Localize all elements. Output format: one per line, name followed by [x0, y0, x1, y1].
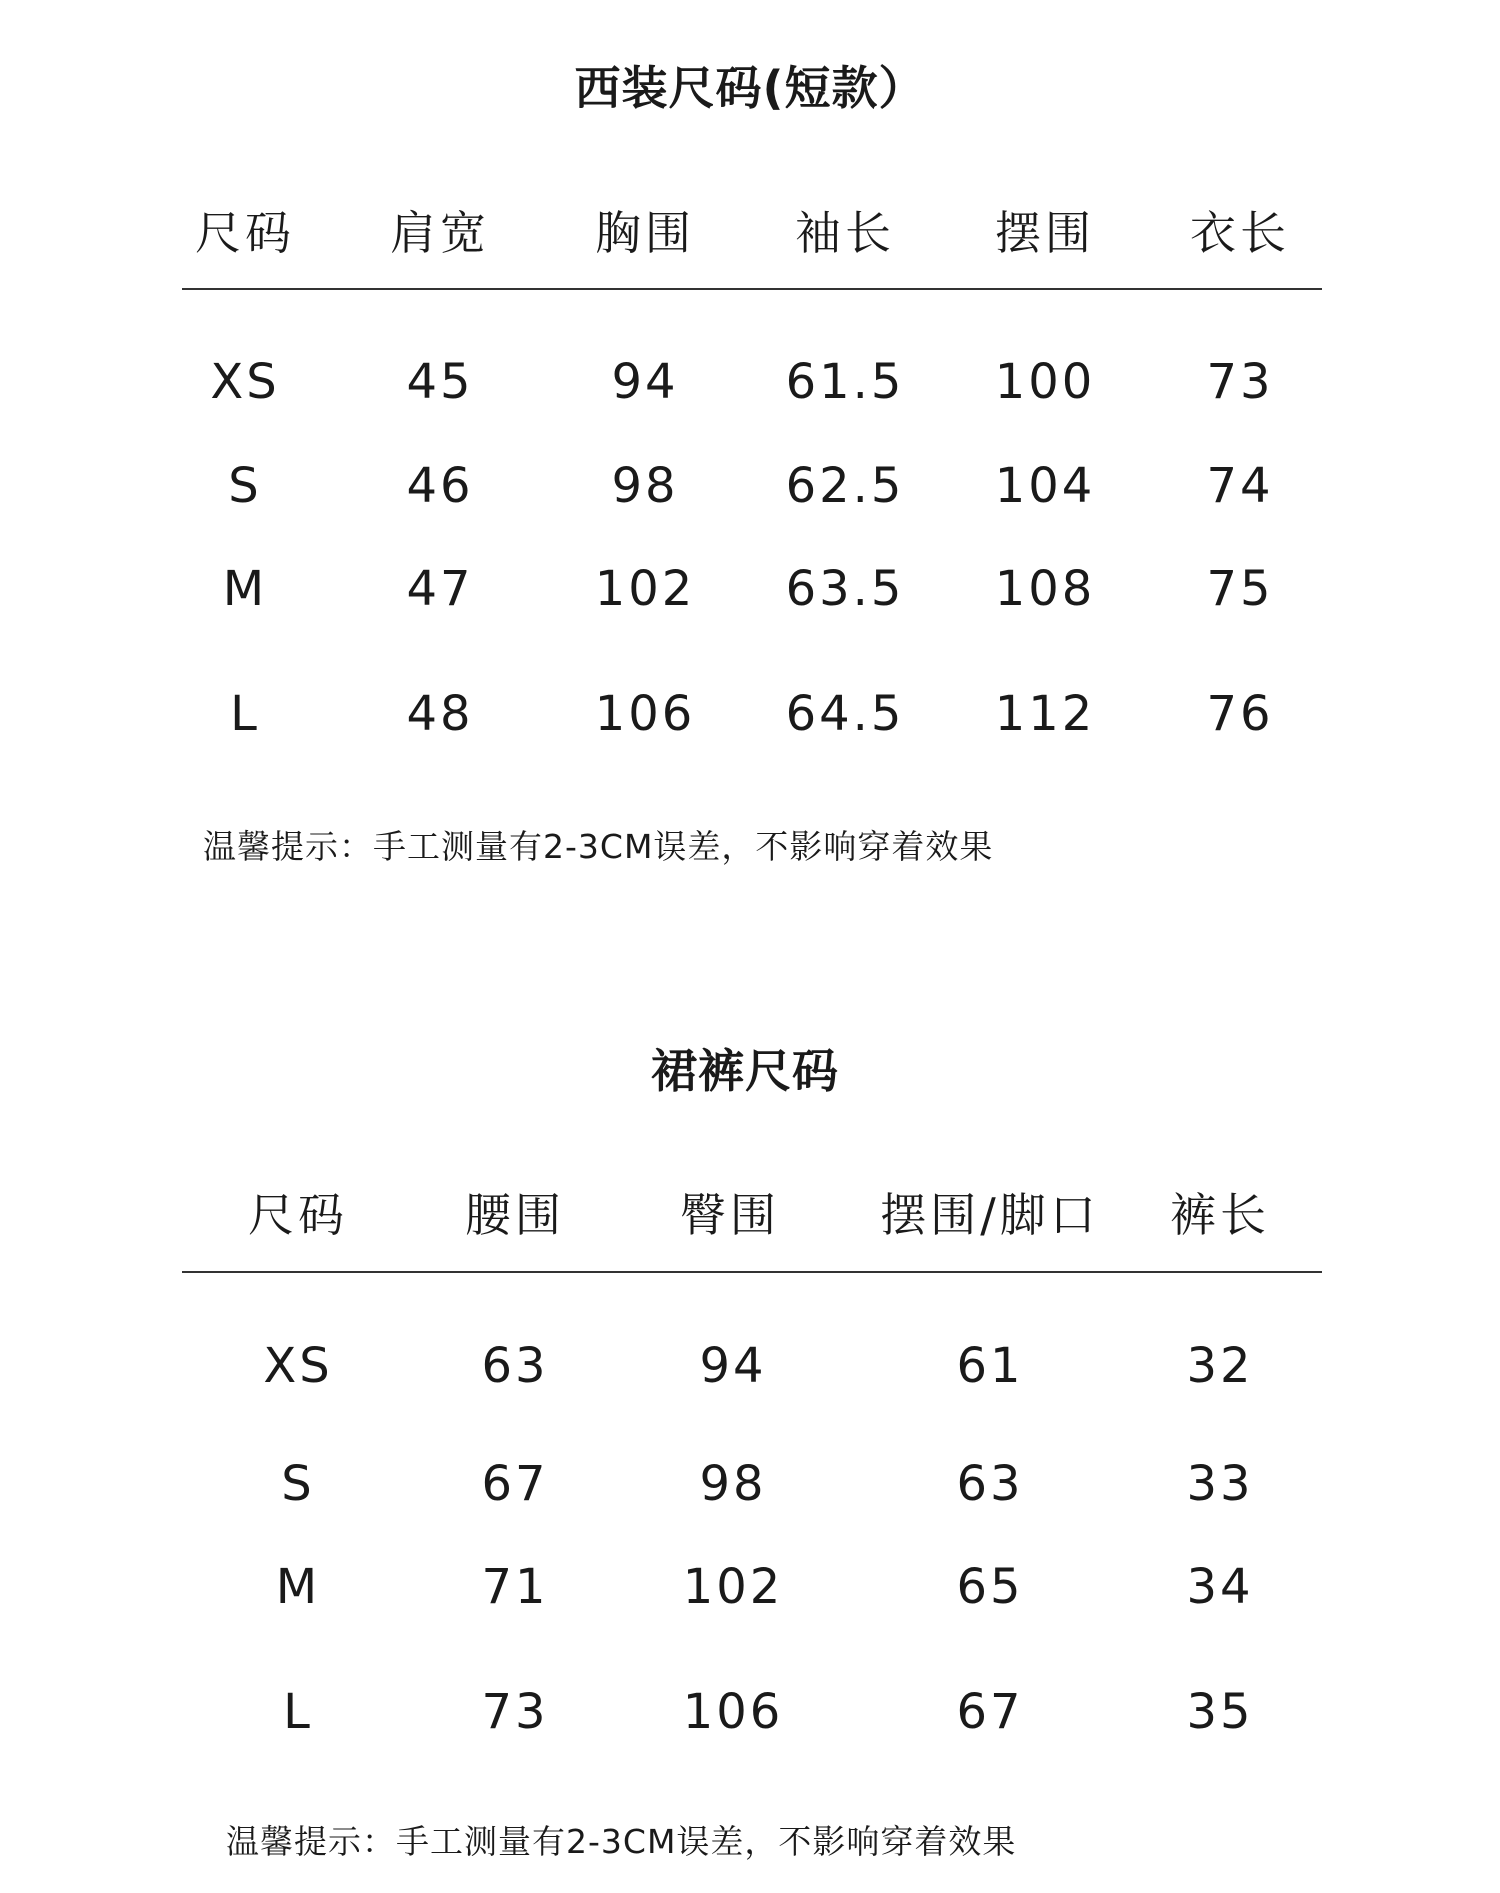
pants-header-waist: 腰围 — [465, 1188, 565, 1242]
suit-header-hem: 摆围 — [995, 206, 1095, 260]
suit-m-hem: 108 — [994, 561, 1096, 617]
pants-measurement-note: 温馨提示：手工测量有2-3CM误差，不影响穿着效果 — [226, 1822, 1017, 1861]
suit-s-size: S — [228, 458, 262, 514]
suit-header-shoulder: 肩宽 — [390, 206, 490, 260]
pants-m-hip: 102 — [682, 1559, 784, 1615]
suit-l-shoulder: 48 — [406, 686, 474, 742]
suit-xs-length: 73 — [1206, 354, 1274, 410]
suit-m-shoulder: 47 — [406, 561, 474, 617]
suit-xs-chest: 94 — [611, 354, 679, 410]
suit-size-title: 西装尺码(短款） — [574, 61, 926, 115]
pants-s-waist: 67 — [481, 1456, 549, 1512]
suit-l-size: L — [230, 686, 260, 742]
pants-m-size: M — [275, 1559, 321, 1615]
suit-l-length: 76 — [1206, 686, 1274, 742]
pants-l-length: 35 — [1186, 1684, 1254, 1740]
pants-m-waist: 71 — [481, 1559, 549, 1615]
suit-l-hem: 112 — [994, 686, 1096, 742]
pants-l-hip: 106 — [682, 1684, 784, 1740]
pants-header-length: 裤长 — [1170, 1188, 1270, 1242]
pants-xs-size: XS — [263, 1338, 333, 1394]
suit-m-length: 75 — [1206, 561, 1274, 617]
suit-xs-sleeve: 61.5 — [785, 354, 905, 410]
pants-m-hem: 65 — [956, 1559, 1024, 1615]
suit-s-chest: 98 — [611, 458, 679, 514]
suit-xs-hem: 100 — [994, 354, 1096, 410]
pants-header-hem-leg-opening: 摆围/脚口 — [880, 1188, 1100, 1242]
pants-m-length: 34 — [1186, 1559, 1254, 1615]
pants-s-size: S — [281, 1456, 315, 1512]
pants-xs-hem: 61 — [956, 1338, 1024, 1394]
pants-header-hip: 臀围 — [680, 1188, 780, 1242]
suit-m-sleeve: 63.5 — [785, 561, 905, 617]
pants-xs-hip: 94 — [699, 1338, 767, 1394]
suit-header-divider — [182, 288, 1322, 290]
suit-m-size: M — [222, 561, 268, 617]
pants-s-length: 33 — [1186, 1456, 1254, 1512]
pants-xs-waist: 63 — [481, 1338, 549, 1394]
pants-header-divider — [182, 1271, 1322, 1273]
suit-header-chest: 胸围 — [595, 206, 695, 260]
suit-xs-size: XS — [210, 354, 280, 410]
suit-s-length: 74 — [1206, 458, 1274, 514]
suit-header-sleeve: 袖长 — [795, 206, 895, 260]
suit-s-hem: 104 — [994, 458, 1096, 514]
pants-s-hip: 98 — [699, 1456, 767, 1512]
suit-s-shoulder: 46 — [406, 458, 474, 514]
suit-l-chest: 106 — [594, 686, 696, 742]
suit-xs-shoulder: 45 — [406, 354, 474, 410]
pants-header-size: 尺码 — [248, 1188, 348, 1242]
suit-m-chest: 102 — [594, 561, 696, 617]
pants-s-hem: 63 — [956, 1456, 1024, 1512]
pants-size-title: 裙裤尺码 — [651, 1044, 839, 1098]
suit-s-sleeve: 62.5 — [785, 458, 905, 514]
suit-l-sleeve: 64.5 — [785, 686, 905, 742]
pants-l-waist: 73 — [481, 1684, 549, 1740]
suit-measurement-note: 温馨提示：手工测量有2-3CM误差，不影响穿着效果 — [203, 827, 994, 866]
pants-xs-length: 32 — [1186, 1338, 1254, 1394]
suit-header-size: 尺码 — [195, 206, 295, 260]
pants-l-size: L — [283, 1684, 313, 1740]
pants-l-hem: 67 — [956, 1684, 1024, 1740]
suit-header-length: 衣长 — [1190, 206, 1290, 260]
